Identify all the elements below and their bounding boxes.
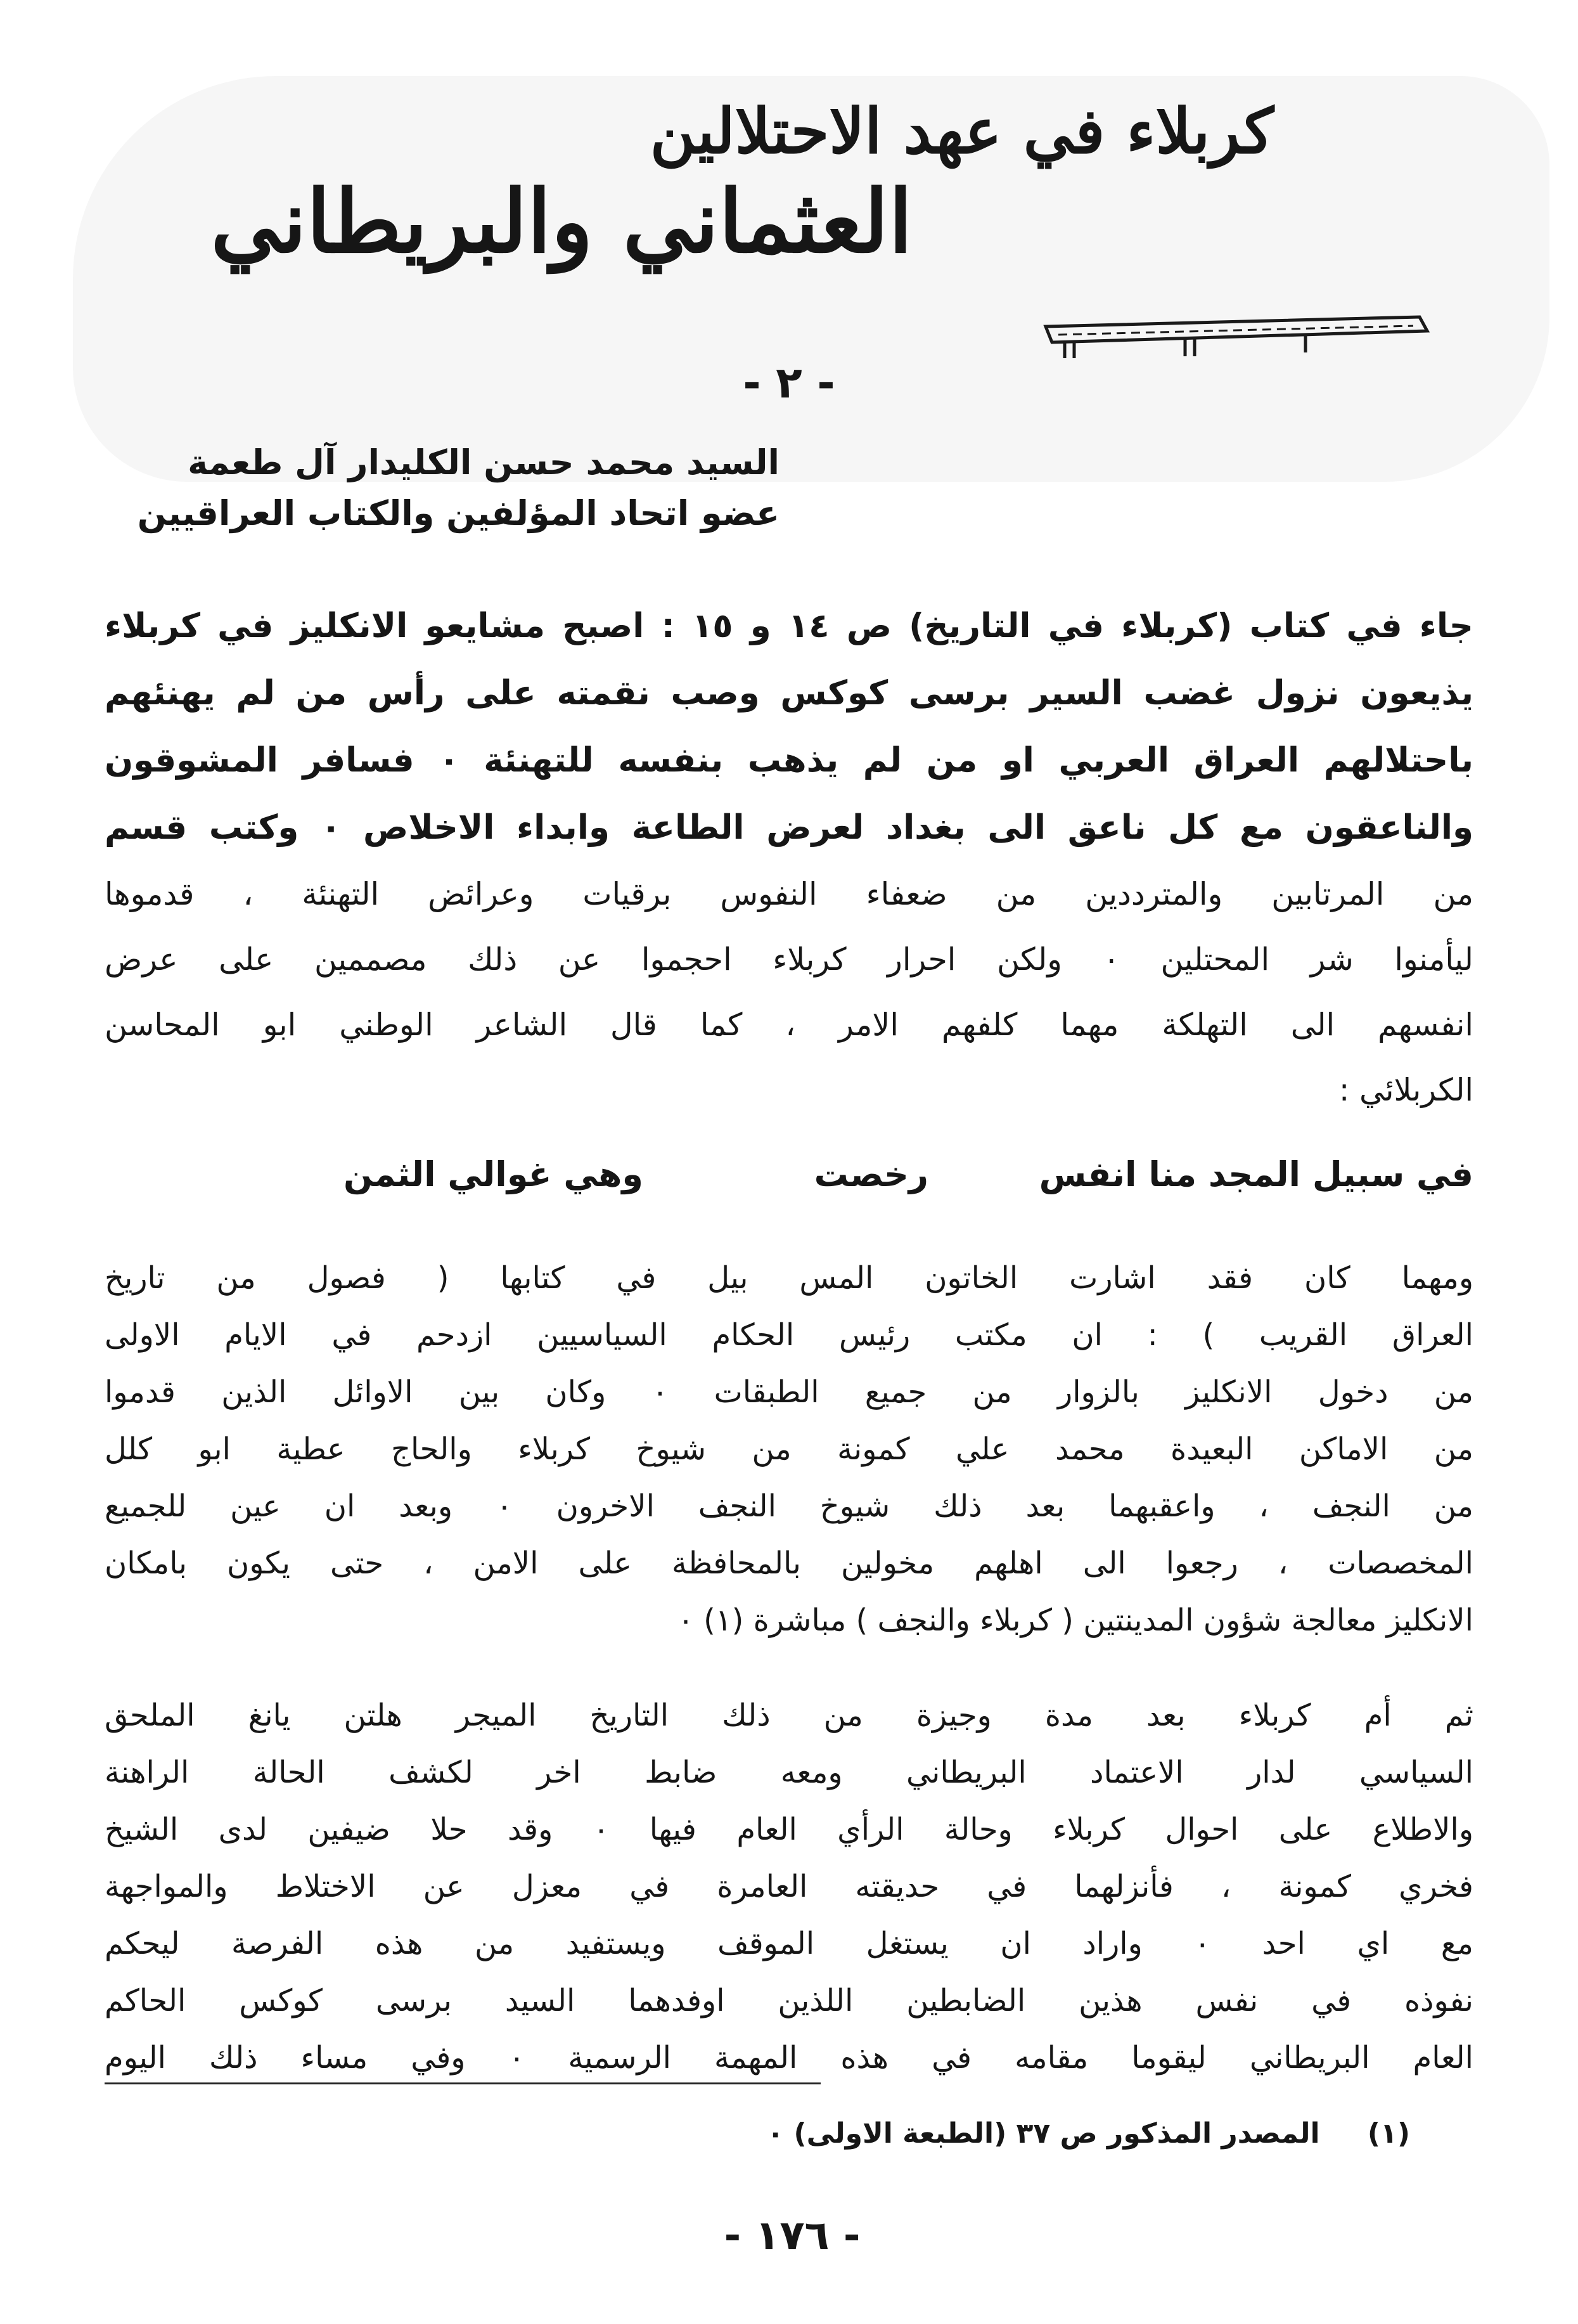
author-affiliation: عضو اتحاد المؤلفين والكتاب العراقيين bbox=[137, 493, 779, 533]
page-number: - ١٧٦ - bbox=[724, 2212, 861, 2259]
text-line: ومهما كان فقد اشارت الخاتون المس بيل في كتابها ( فصول من تاريخ bbox=[105, 1260, 1473, 1296]
footnote-number: (١) bbox=[1367, 2117, 1410, 2150]
text-line: يذيعون نزول غضب السير برسى كوكس وصب نقمته على رأس من لم يهنئهم bbox=[105, 674, 1473, 713]
author-name: السيد محمد حسن الكليدار آل طعمة bbox=[188, 442, 779, 482]
text-line: نفوذه في نفس هذين الضابطين اللذين اوفدهما السيد برسى كوكس الحاكم bbox=[105, 1983, 1473, 2018]
text-line: انفسهم الى التهلكة مهما كلفهم الامر ، كما قال الشاعر الوطني ابو المحاسن bbox=[105, 1007, 1473, 1043]
title-line-2: العثماني والبريطاني bbox=[210, 171, 913, 273]
paragraph-2 bbox=[105, 862, 1473, 1123]
text-line: من الاماكن البعيدة محمد علي كمونة من شيوخ كربلاء والحاج عطية ابو كلل bbox=[105, 1431, 1473, 1467]
text-line: ثم أم كربلاء بعد مدة وجيزة من ذلك التاريخ الميجر هلتن يانغ الملحق bbox=[105, 1698, 1473, 1733]
text-line: والناعقون مع كل ناعق الى بغداد لعرض الطاعة وابداء الاخلاص ٠ وكتب قسم bbox=[105, 808, 1473, 847]
verse-hemistich-1: في سبيل المجد منا انفس bbox=[1039, 1154, 1473, 1194]
text-line: السياسي لدار الاعتماد البريطاني ومعه ضابط اخر لكشف الحالة الراهنة bbox=[105, 1755, 1473, 1790]
footnote-divider bbox=[105, 2082, 821, 2084]
footnote-text: المصدر المذكور ص ٣٧ (الطبعة الاولى) ٠ bbox=[767, 2117, 1320, 2150]
paragraph-1 bbox=[105, 593, 1473, 862]
title-line-1: كربلاء في عهد الاحتلالين bbox=[650, 95, 1274, 168]
paragraph-4 bbox=[105, 1687, 1473, 2086]
text-line: والاطلاع على احوال كربلاء وحالة الرأي العام فيها ٠ وقد حلا ضيفين لدى الشيخ bbox=[105, 1812, 1473, 1847]
chapter-marker: - ٢ - bbox=[743, 358, 835, 408]
poem-verse bbox=[105, 1135, 1473, 1218]
title-header bbox=[165, 95, 1369, 298]
text-line: المخصصات ، رجعوا الى اهلهم مخولين بالمحافظة على الامن ، حتى يكون بامكان bbox=[105, 1546, 1473, 1581]
author-block bbox=[82, 437, 779, 539]
text-line: من النجف ، واعقبهما بعد ذلك شيوخ النجف الاخرون ٠ وبعد ان عين للجميع bbox=[105, 1488, 1474, 1524]
text-line: العراق القريب ) : ان مكتب رئيس الحكام السياسيين ازدحم في الايام الاولى bbox=[105, 1317, 1473, 1353]
footnote bbox=[105, 2117, 1410, 2150]
text-line: الكربلائي : bbox=[1338, 1072, 1473, 1108]
text-line: ليأمنوا شر المحتلين ٠ ولكن احرار كربلاء احجموا عن ذلك مصممين على عرض bbox=[105, 941, 1473, 978]
title-ornament bbox=[1039, 298, 1432, 361]
text-line: من دخول الانكليز بالزوار من جميع الطبقات ٠ وكان بين الاوائل الذين قدموا bbox=[105, 1374, 1473, 1410]
verse-hemistich-3: وهي غوالي الثمن bbox=[343, 1154, 643, 1194]
text-line: العام البريطاني ليقوما مقامه في هذه المهمة الرسمية ٠ وفي مساء ذلك اليوم bbox=[105, 2040, 1473, 2075]
text-line: الانكليز معالجة شؤون المدينتين ( كربلاء والنجف ) مباشرة (١) ٠ bbox=[677, 1603, 1473, 1638]
paragraph-3 bbox=[105, 1249, 1473, 1649]
text-line: مع اي احد ٠ واراد ان يستغل الموقف ويستفيد من هذه الفرصة ليحكم bbox=[105, 1926, 1473, 1961]
verse-hemistich-2: رخصت bbox=[814, 1154, 928, 1194]
text-line: من المرتابين والمترددين من ضعفاء النفوس برقيات وعرائض التهنئة ، قدموها bbox=[105, 876, 1473, 912]
text-line: فخري كمونة ، فأنزلهما في حديقته العامرة في معزل عن الاختلاط والمواجهة bbox=[105, 1869, 1473, 1904]
body-text bbox=[105, 593, 1473, 2086]
text-line: باحتلالهم العراق العربي او من لم يذهب بنفسه للتهنئة ٠ فسافر المشوقون bbox=[105, 741, 1473, 780]
text-line: جاء في كتاب (كربلاء في التاريخ) ص ١٤ و ١٥ : اصبح مشايعو الانكليز في كربلاء bbox=[105, 607, 1473, 645]
